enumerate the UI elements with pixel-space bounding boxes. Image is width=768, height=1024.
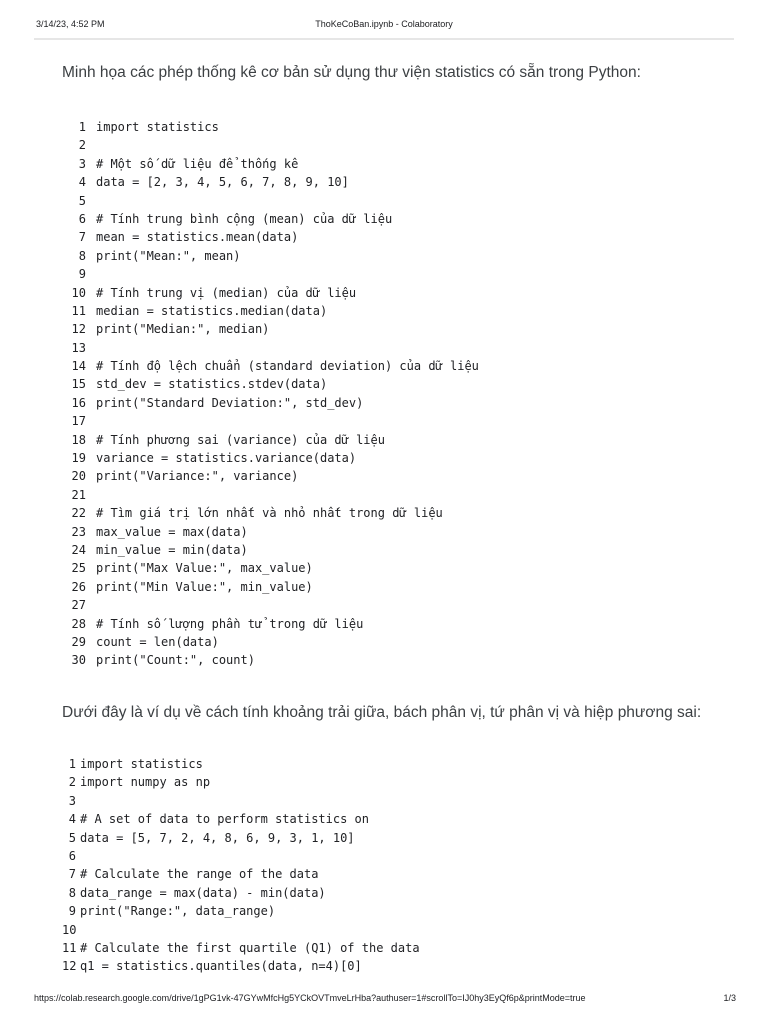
line-number: 17	[71, 414, 86, 429]
code-line	[62, 596, 479, 614]
code-line	[62, 265, 479, 283]
line-number: 18	[71, 432, 86, 447]
page-url[interactable]: https://colab.research.google.com/drive/1gPG1vk-47GYwMfcHg5YCkOVTmveLrHba?authuser=1#scrollTo=IJ0hy3EyQf6p&printMode=true	[34, 993, 586, 1003]
code-line	[62, 865, 420, 883]
code-line	[62, 412, 479, 430]
line-number: 1	[68, 757, 76, 771]
code-line	[62, 633, 479, 651]
code-line	[62, 155, 479, 173]
line-number: 1	[78, 120, 86, 134]
code-text: # Một số dữ liệu để thống kê	[96, 156, 299, 171]
code-text: print("Median:", median)	[96, 322, 270, 337]
line-number: 23	[71, 524, 86, 539]
code-text: median = statistics.median(data)	[96, 303, 328, 318]
print-footer	[0, 988, 768, 1008]
code-line	[62, 486, 479, 504]
code-line	[62, 541, 479, 559]
code-text: print("Range:", data_range)	[80, 904, 276, 919]
code-text: data_range = max(data) - min(data)	[80, 885, 326, 900]
code-line	[62, 284, 479, 302]
code-line	[62, 884, 420, 902]
code-line	[62, 755, 420, 773]
code-text: print("Count:", count)	[96, 653, 255, 668]
line-number: 7	[78, 230, 86, 245]
code-line	[62, 210, 479, 228]
code-text: min_value = min(data)	[96, 542, 248, 557]
code-line	[62, 615, 479, 633]
code-text: # Tính trung vị (median) của dữ liệu	[96, 285, 357, 300]
code-line	[62, 829, 420, 847]
line-number: 9	[78, 267, 86, 282]
code-text: data = [5, 7, 2, 4, 8, 6, 9, 3, 1, 10]	[80, 830, 355, 845]
code-line	[62, 228, 479, 246]
code-text: # Tính phương sai (variance) của dữ liệu	[96, 432, 385, 447]
line-number: 3	[68, 793, 76, 808]
code-line	[62, 320, 479, 338]
code-line	[62, 394, 479, 412]
code-line	[62, 449, 479, 467]
line-number: 5	[68, 830, 76, 845]
code-line	[62, 651, 479, 669]
code-text: import statistics	[80, 757, 203, 771]
code-line	[62, 357, 479, 375]
line-number: 5	[78, 193, 86, 208]
code-text: import numpy as np	[80, 775, 211, 790]
text-cell-intro: Minh họa các phép thống kê cơ bản sử dụng thư viện statistics có sẵn trong Python:	[62, 64, 641, 81]
line-number: 29	[71, 634, 86, 649]
code-text: print("Mean:", mean)	[96, 248, 241, 263]
page-number: 1/3	[723, 993, 736, 1003]
line-number: 7	[68, 867, 76, 882]
code-line	[62, 559, 479, 577]
line-number: 20	[71, 469, 86, 484]
line-number: 14	[71, 359, 86, 374]
print-datetime: 3/14/23, 4:52 PM	[36, 19, 105, 29]
line-number: 22	[71, 506, 86, 521]
code-text: std_dev = statistics.stdev(data)	[96, 377, 328, 392]
line-number: 10	[62, 922, 77, 937]
code-text: # Tính độ lệch chuẩn (standard deviation) của dữ liệu	[96, 359, 479, 374]
code-line	[62, 773, 420, 791]
code-line	[62, 902, 420, 920]
code-text: print("Variance:", variance)	[96, 469, 299, 484]
code-line	[62, 173, 479, 191]
line-number: 19	[71, 451, 86, 466]
line-number: 9	[68, 904, 76, 919]
line-number: 15	[71, 377, 86, 392]
code-cell-statistics-advanced	[62, 755, 420, 976]
line-number: 30	[71, 653, 86, 668]
line-number: 8	[68, 885, 76, 900]
code-line	[62, 118, 479, 136]
line-number: 26	[71, 579, 86, 594]
line-number: 12	[62, 959, 77, 974]
text-cell-second: Dưới đây là ví dụ về cách tính khoảng trải giữa, bách phân vị, tứ phân vị và hiệp phương sai:	[62, 704, 702, 721]
code-text: print("Standard Deviation:", std_dev)	[96, 395, 364, 410]
line-number: 11	[71, 303, 86, 318]
code-text: import statistics	[96, 120, 219, 134]
line-number: 11	[62, 940, 77, 955]
line-number: 24	[71, 542, 86, 557]
line-number: 4	[78, 175, 86, 190]
code-text: max_value = max(data)	[96, 524, 248, 539]
line-number: 21	[71, 487, 86, 502]
code-cell-statistics-basic	[62, 118, 479, 670]
code-line	[62, 375, 479, 393]
code-line	[62, 302, 479, 320]
code-line	[62, 921, 420, 939]
line-number: 25	[71, 561, 86, 576]
line-number: 6	[68, 848, 76, 863]
line-number: 10	[71, 285, 86, 300]
code-line	[62, 792, 420, 810]
code-line	[62, 339, 479, 357]
code-line	[62, 247, 479, 265]
line-number: 16	[71, 395, 86, 410]
code-text: # A set of data to perform statistics on	[80, 812, 369, 827]
code-text: # Tính trung bình cộng (mean) của dữ liệu	[96, 211, 393, 226]
code-text: count = len(data)	[96, 634, 219, 649]
code-line	[62, 431, 479, 449]
code-line	[62, 504, 479, 522]
code-text: data = [2, 3, 4, 5, 6, 7, 8, 9, 10]	[96, 175, 349, 190]
code-line	[62, 810, 420, 828]
code-text: # Tìm giá trị lớn nhất và nhỏ nhất trong dữ liệu	[96, 506, 443, 521]
code-text: print("Min Value:", min_value)	[96, 579, 313, 594]
line-number: 3	[78, 156, 86, 171]
code-text: variance = statistics.variance(data)	[96, 451, 357, 466]
line-number: 13	[71, 340, 86, 355]
line-number: 12	[71, 322, 86, 337]
code-line	[62, 847, 420, 865]
code-line	[62, 939, 420, 957]
notebook-title: ThoKeCoBan.ipynb - Colaboratory	[315, 19, 453, 29]
print-header	[0, 0, 768, 36]
code-line	[62, 523, 479, 541]
code-text: q1 = statistics.quantiles(data, n=4)[0]	[80, 959, 362, 974]
code-text: # Tính số lượng phần tử trong dữ liệu	[96, 616, 364, 631]
code-text: # Calculate the first quartile (Q1) of the data	[80, 940, 420, 955]
line-number: 2	[78, 138, 86, 153]
line-number: 28	[71, 616, 86, 631]
line-number: 4	[68, 812, 76, 827]
code-text: print("Max Value:", max_value)	[96, 561, 313, 576]
code-line	[62, 578, 479, 596]
line-number: 6	[78, 211, 86, 226]
line-number: 8	[78, 248, 86, 263]
code-line	[62, 192, 479, 210]
code-text: # Calculate the range of the data	[80, 867, 319, 882]
code-line	[62, 957, 420, 975]
line-number: 2	[68, 775, 76, 790]
line-number: 27	[71, 598, 86, 613]
header-divider	[34, 38, 734, 40]
code-line	[62, 467, 479, 485]
code-line	[62, 136, 479, 154]
code-text: mean = statistics.mean(data)	[96, 230, 299, 245]
